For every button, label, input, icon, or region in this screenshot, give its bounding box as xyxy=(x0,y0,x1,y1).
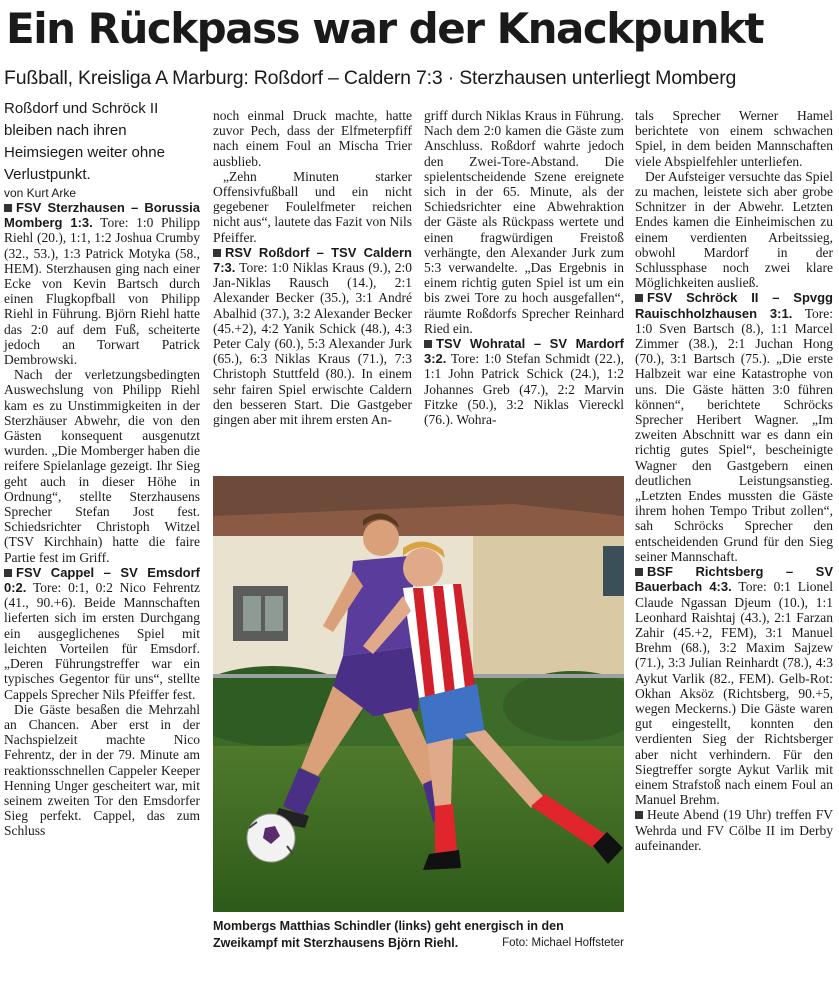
match-report xyxy=(635,564,833,807)
football-scene-illustration xyxy=(213,476,624,912)
column-3 xyxy=(424,108,624,427)
square-bullet-icon xyxy=(4,204,12,212)
match-report xyxy=(635,290,833,564)
lead-text: Roßdorf und Schröck II bleiben nach ihren Heimsiegen weiter ohne Verlustpunkt. xyxy=(4,100,165,183)
square-bullet-icon xyxy=(635,294,643,302)
match-heading: TSV Wohratal – SV Mardorf 3:2. xyxy=(424,336,624,367)
square-bullet-icon xyxy=(213,249,221,257)
match-report xyxy=(4,565,200,702)
column-1 xyxy=(4,98,200,839)
column-4 xyxy=(635,108,833,853)
match-heading: FSV Sterzhausen – Borussia Momberg 1:3. xyxy=(4,200,200,231)
photo-credit: Foto: Michael Hoffsteter xyxy=(502,937,624,949)
square-bullet-icon xyxy=(635,568,643,576)
closing-text: Heute Abend (19 Uhr) treffen FV Wehrda und FV Cölbe II im Derby aufeinander. xyxy=(635,807,833,853)
paragraph: „Zehn Minuten starker Offensivfußball und ein nicht gegebener Foulelfmeter reichen nicht aus“, lautete das Fazit von Nils Pfeiffer. xyxy=(213,168,412,245)
match-text: Tore: 1:0 Stefan Schmidt (22.), 1:1 John Patrick Schick (24.), 1:2 Johannes Greb (47.), 2:2 Marvin Fitzke (50.), 3:2 Niklas Viereckl (76.). Wohra- xyxy=(424,351,624,428)
match-heading: RSV Roßdorf – TSV Caldern 7:3. xyxy=(213,244,412,276)
match-text: Tore: 0:1, 0:2 Nico Fehrentz (41., 90.+6). Beide Mannschaften lieferten sich im ersten Durchgang ein ausgeglichenes Spiel mit leichten Vorteilen für Emsdorf. „Deren Führungstreffer war ein typisches Gegentor für uns“, stellte Cappels Sprecher Nils Pfeiffer fest. xyxy=(4,580,200,702)
headline: Ein Rückpass war der Knackpunkt xyxy=(6,4,764,53)
match-text: Tore: 1:0 Niklas Kraus (9.), 2:0 Jan-Niklas Rausch (14.), 2:1 Alexander Becker (35.), 3:1 André Abalhid (37.), 3:2 Alexander Becker (45.+2), 4:2 Yanik Schick (48.), 4:3 Peter Caly (60.), 5:3 Alexander Jurk (65.), 6:3 Niklas Kraus (71.), 7:3 Christoph Stuttfeld (80.). In einem sehr fairen Spiel erwischte Caldern den besseren Start. Die Gastgeber gingen aber mit ihrem ersten An- xyxy=(213,260,412,428)
match-report xyxy=(4,200,200,367)
byline: von Kurt Arke xyxy=(4,186,77,200)
match-heading: FSV Cappel – SV Emsdorf 0:2. xyxy=(4,564,200,596)
photo-caption xyxy=(213,918,624,952)
paragraph: Die Gäste besaßen die Mehrzahl an Chancen. Aber erst in der Nachspielzeit machte Nico Fehrentz, der in der 79. Minute am reaktionsschnellen Cappeler Keeper Henning Unger gescheitert war, mit seinem zweiten Tor den Emsdorfer Sieg perfekt. Cappel, das zum Schluss xyxy=(4,701,200,839)
caption-text: Mombergs Matthias Schindler (links) geht energisch in den Zweikampf mit Sterzhausens Björn Riehl. xyxy=(213,919,564,950)
paragraph: Der Aufsteiger versuchte das Spiel zu machen, leistete sich aber grobe Schnitzer in der Abwehr. Letzten Endes kamen die Einheimischen zu einem verdienten Arbeitssieg, obwohl Mardorf in der Schlussphase noch zwei klare Möglichkeiten ausließ. xyxy=(635,168,833,291)
match-heading: BSF Richtsberg – SV Bauerbach 4:3. xyxy=(635,564,833,595)
match-text: Tore: 1:0 Philipp Riehl (20.), 1:1, 1:2 Joshua Crumby (32., 53.), 1:3 Patrick Motyka (58., HEM). Sterzhausen ging nach einer Ecke von Kevin Bartsch durch einen Flugkopfball von Philipp Riehl in Führung. Björn Riehl hatte das 2:0 auf dem Fuß, scheiterte jedoch an Torwart Patrick Dembrowski. xyxy=(4,215,200,368)
paragraph: griff durch Niklas Kraus in Führung. Nach dem 2:0 kamen die Gäste zum Anschluss. Roßdorf wahrte jedoch den Zwei-Tore-Abstand. Die spielentscheidende Szene ereignete sich in der 65. Minute, als der Schiedsrichter eine Abwehraktion der Gäste als Rückpass wertete und einen fragwürdigen Freistoß verhängte, den Alexander Jurk zum 5:3 verwandelte. „Das Ergebnis in einem richtig guten Spiel ist um ein bis zwei Tore zu hoch ausgefallen“, räumte Roßdorfs Sprecher Reinhard Ried ein. xyxy=(424,108,624,336)
match-heading: FSV Schröck II – Spvgg Rauischholzhausen 3:1. xyxy=(635,290,833,321)
match-text: Tore: 0:1 Lionel Claude Ngassan Djeum (10.), 1:1 Leonhard Raishtaj (43.), 2:1 Farzan Zahir (45.+2, FEM), 3:1 Manuel Brehm (68.), 3:2 Maxim Sajzew (71.), 3:3 Julian Reinhardt (78.), 4:3 Aykut Varlik (82., FEM). Gelb-Rot: Okhan Aksöz (Richtsberg, 90.+5, wegen Meckerns.) Die Gäste waren gut eingestellt, konnten den verdienten Sieg der Richtsberger aber nicht verhindern. Für den Siegtreffer sorgte Aykut Varlik mit einem Strafstoß nach einem Foul an Manuel Brehm. xyxy=(635,579,833,808)
match-text: Tore: 1:0 Sven Bartsch (8.), 1:1 Marcel Zimmer (38.), 2:1 Juchan Hong (70.), 3:1 Bartsch (75.). „Die erste Halbzeit war eine Katastrophe von uns. Die Gäste hätten 3:0 führen können“, berichtete Schröcks Sprecher Heribert Wagner. „Im zweiten Abschnitt war es dann ein richtig gutes Spiel“, bescheinigte Wagner den Gastgebern einen deutlichen Leistungsanstieg. „Letzten Endes mussten die Gäste ihrem hohen Tempo Tribut zollen“, sah Schröcks Sprecher den entscheidenden Grund für den Sieg seiner Mannschaft. xyxy=(635,305,833,564)
match-report xyxy=(424,336,624,427)
paragraph: tals Sprecher Werner Hamel berichtete von einem schwachen Spiel, in dem beiden Mannschaften viele Abspielfehler unterliefen. xyxy=(635,108,833,169)
match-photo xyxy=(213,476,624,912)
square-bullet-icon xyxy=(635,811,643,819)
football xyxy=(247,814,295,862)
paragraph: noch einmal Druck machte, hatte zuvor Pech, dass der Elfmeterpfiff nach einem Foul an Mischa Trier ausblieb. xyxy=(213,108,412,169)
paragraph xyxy=(635,807,833,853)
square-bullet-icon xyxy=(424,340,432,348)
column-2 xyxy=(213,108,412,427)
match-report xyxy=(213,245,412,427)
paragraph: Nach der verletzungsbedingten Auswechslung von Philipp Riehl kam es zu Unstimmigkeiten in der Sterzhäuser Abwehr, die von den Gästen konsequent ausgenutzt wurden. „Die Momberger haben die reifere Spielanlage gezeigt. Ihr Sieg geht auch in dieser Höhe in Ordnung“, stellte Sterzhausens Sprecher Stefan Jost fest. Schiedsrichter Christoph Witzel (TSV Kirchhain) hatte die faire Partie fest im Griff. xyxy=(4,367,200,565)
subheadline: Fußball, Kreisliga A Marburg: Roßdorf – Caldern 7:3 · Sterzhausen unterliegt Momberg xyxy=(4,67,737,89)
square-bullet-icon xyxy=(4,569,12,577)
